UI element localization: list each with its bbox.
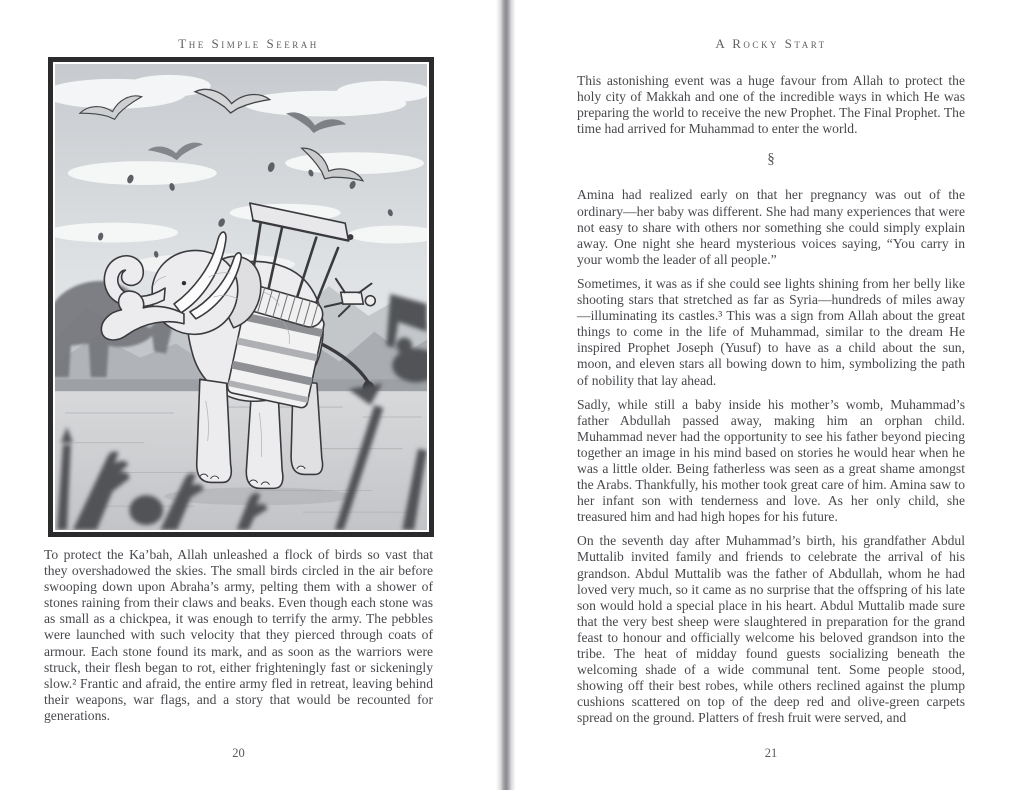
right-page-text <box>577 73 965 734</box>
paragraph: Amina had realized early on that her pregnancy was out of the ordinary—her baby was different. She had many experiences that were not easy to share with others nor something she could simply explain away. One night she heard mysterious voices saying, “You carry in your womb the leader of all people.” <box>577 187 965 267</box>
page-number-left: 20 <box>232 746 245 760</box>
book-gutter <box>496 0 516 790</box>
page-left <box>0 0 497 790</box>
section-divider: § <box>767 151 775 168</box>
elephant-eye <box>182 281 186 285</box>
page-number-right: 21 <box>764 746 778 760</box>
page-right <box>515 0 1009 790</box>
paragraph: On the seventh day after Muhammad’s birth, his grandfather Abdul Muttalib invited family and friends to celebrate the arrival of his grandson. Abdul Muttalib was the father of Abdullah, whom he had loved very much, so it came as no surprise that the offspring of his late son would hold a special place in his heart. Abdul Muttalib made sure that the very best sheep were slaughtered in preparation for the grand feast to honour and officially welcome his beloved grandson into the tribe. The heat of midday found guests socializing beneath the welcoming shade of a wide communal tent. Some people stood, showing off their best robes, while others reclined against the plump cushions scattered on top of the deep red and olive-green carpets spread on the ground. Platters of fresh fruit were served, and <box>577 533 965 726</box>
running-head-right: A Rocky Start <box>715 36 827 51</box>
paragraph: Sadly, while still a baby inside his mother’s womb, Muhammad’s father Abdullah passed away, making him an orphan child. Muhammad never had the opportunity to see his father beyond piecing together an image in his mind based on stories he would hear when he was a little older. Being fatherless was seen as a great shame amongst the Arabs. Thankfully, his mother took great care of him. Amina saw to her infant son with tenderness and love. As her only child, she treasured him and had high hopes for his future. <box>577 396 965 525</box>
left-page-paragraph: To protect the Ka’bah, Allah unleashed a flock of birds so vast that they overshadowed the skies. The small birds circled in the air before swooping down upon Abraha’s army, pelting them with a shower of stones raining from their claws and beaks. Even though each stone was as small as a chickpea, it was enough to terrify the army. The pebbles were launched with such velocity that they pierced through coats of armour. Each stone found its mark, and as soon as the warriors were struck, their flesh began to rot, either frighteningly fast or sickeningly slow.² Frantic and afraid, the entire army fled in retreat, leaving behind their weapons, war flags, and a story that would be recounted for generations. <box>44 547 433 723</box>
elephant-illustration <box>55 64 427 530</box>
illustration-frame <box>48 57 434 537</box>
running-head-left: The Simple Seerah <box>178 36 319 51</box>
paragraph: This astonishing event was a huge favour from Allah to protect the holy city of Makkah and one of the incredible ways in which He was preparing the world to receive the new Prophet. The Final Prophet. The time had arrived for Muhammad to enter the world. <box>577 73 965 137</box>
paragraph: Sometimes, it was as if she could see lights shining from her belly like shooting stars that stretched as far as Syria—hundreds of miles away—illuminating its castles.³ This was a sign from Allah about the great things to come in the life of Muhammad, similar to the dream He inspired Prophet Joseph (Yusuf) to have as a child about the sun, moon, and eleven stars all bowing down to him, symbolizing the path of nobility that lay ahead. <box>577 275 965 388</box>
